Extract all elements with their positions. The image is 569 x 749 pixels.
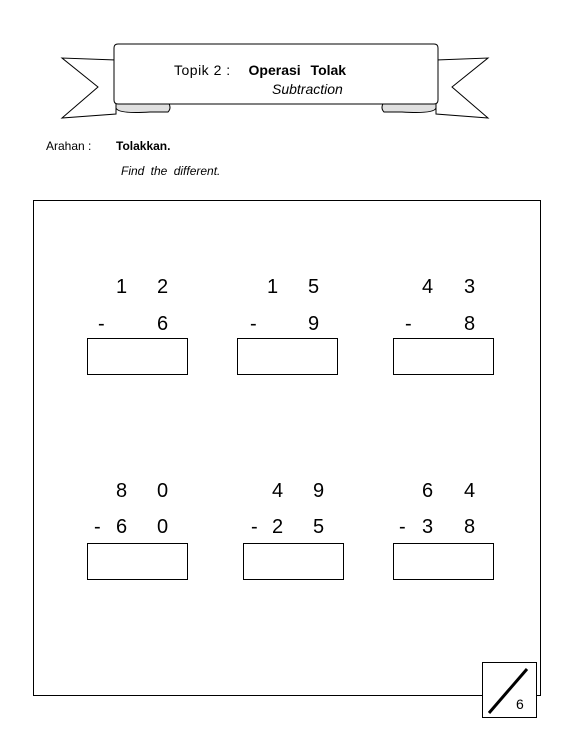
instruction-label: Arahan : [46,139,92,153]
score-total: 6 [516,696,524,712]
problem-1-answer-box[interactable] [87,338,188,375]
problem-5-bottom-tens: 2 [272,516,284,538]
problem-1-bottom-ones: 6 [157,313,169,335]
problem-4-answer-box[interactable] [87,543,188,580]
problem-6-bottom-ones: 8 [464,516,476,538]
problem-6-minus-sign: - [399,516,406,538]
problem-5-top-ones: 9 [313,480,325,502]
exercise-frame [33,200,541,696]
problem-6-bottom-tens: 3 [422,516,434,538]
instruction-english: Find the different. [121,164,221,178]
instruction-malay: Tolakkan. [116,139,171,153]
problem-4-top-tens: 8 [116,480,128,502]
problem-2-answer-box[interactable] [237,338,338,375]
problem-4-minus-sign: - [94,516,101,538]
problem-5-answer-box[interactable] [243,543,344,580]
problem-6-top-tens: 6 [422,480,434,502]
problem-1-top-ones: 2 [157,276,169,298]
problem-5-bottom-ones: 5 [313,516,325,538]
problem-4-bottom-ones: 0 [157,516,169,538]
problem-2-top-tens: 1 [267,276,279,298]
problem-6-top-ones: 4 [464,480,476,502]
topic-title: Operasi Tolak [248,62,347,78]
topic-subtitle: Subtraction [272,81,343,97]
problem-4-top-ones: 0 [157,480,169,502]
problem-3-top-tens: 4 [422,276,434,298]
problem-2-bottom-ones: 9 [308,313,320,335]
score-slash-icon [483,663,538,719]
problem-3-top-ones: 3 [464,276,476,298]
topic-heading [174,62,346,78]
problem-5-top-tens: 4 [272,480,284,502]
problem-6-answer-box[interactable] [393,543,494,580]
score-box [482,662,537,718]
problem-2-top-ones: 5 [308,276,320,298]
problem-5-minus-sign: - [251,516,258,538]
problem-1-minus-sign: - [98,313,105,335]
problem-1-top-tens: 1 [116,276,128,298]
problem-3-minus-sign: - [405,313,412,335]
topic-label: Topik 2 : [174,62,231,78]
problem-3-answer-box[interactable] [393,338,494,375]
problem-2-minus-sign: - [250,313,257,335]
problem-4-bottom-tens: 6 [116,516,128,538]
problem-3-bottom-ones: 8 [464,313,476,335]
